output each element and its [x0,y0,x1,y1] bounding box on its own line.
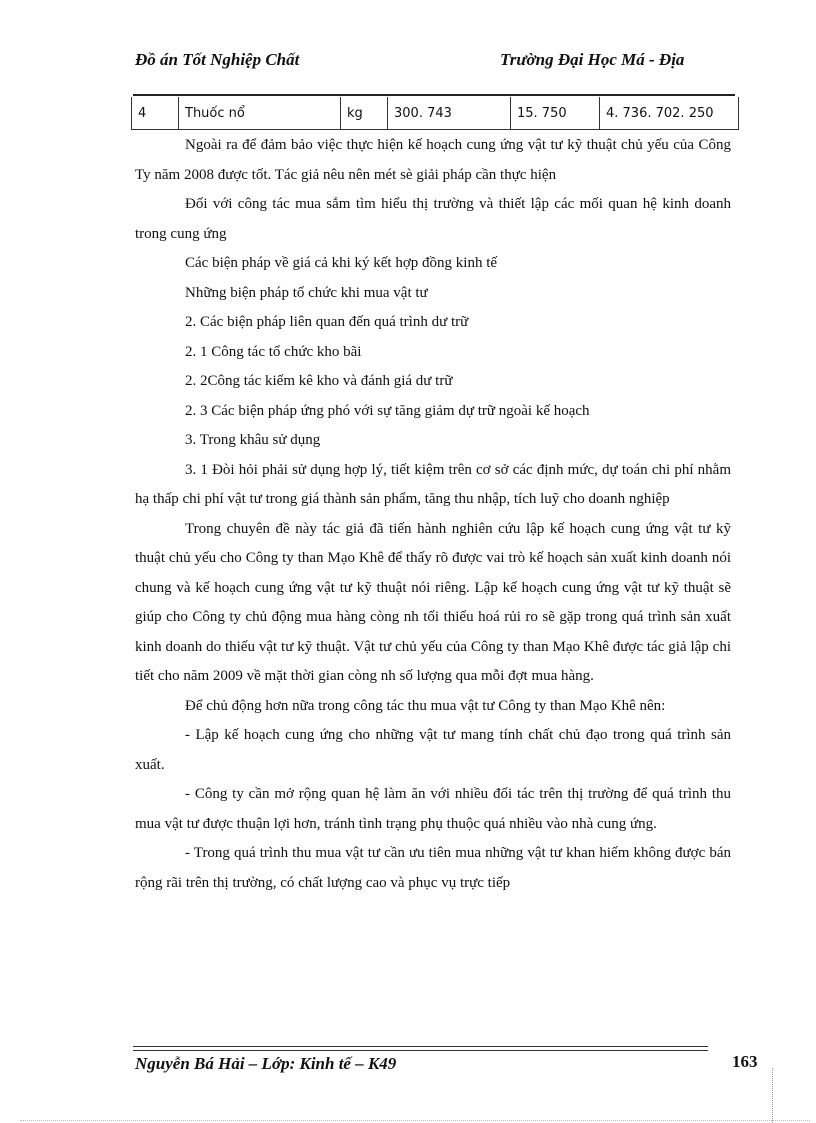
page-header [135,50,735,96]
header-divider [133,94,735,96]
page-edge [20,1120,810,1121]
list-item: 2. 2Công tác kiểm kê kho và đánh giá dư trữ [185,373,453,389]
table-cell-price: 15. 750 [511,97,600,130]
paragraph: Ngoài ra để đảm bảo việc thực hiện kế hoạch cung ứng vật tư kỹ thuật chủ yếu của Công Ty năm 2008 được tốt. Tác giả nêu nên mét sè giải pháp cần thực hiện [135,137,731,183]
footer-divider [133,1046,708,1047]
list-item: Những biện pháp tổ chức khi mua vật tư [185,284,428,301]
table-cell-name: Thuốc nổ [179,97,341,130]
list-item: 2. 1 Công tác tổ chức kho bãi [185,343,362,360]
table-cell-unit: kg [341,97,388,130]
header-right-title: Trường Đại Học Má - Địa [500,50,685,69]
paragraph: 3. 1 Đòi hỏi phải sử dụng hợp lý, tiết kiệm trên cơ sở các định mức, dự toán chi phí nhằm hạ thấp chi phí vật tư trong giá thành sản phẩm, tăng thu nhập, tích luỹ cho doanh nghiệp [135,461,731,507]
footer-author: Nguyễn Bá Hải – Lớp: Kinh tế – K49 [135,1054,397,1073]
table-cell-total: 4. 736. 702. 250 [600,97,739,130]
materials-table [131,97,739,130]
list-item: Các biện pháp về giá cả khi ký kết hợp đồng kinh tế [185,255,498,271]
list-item: - Trong quá trình thu mua vật tư cần ưu tiên mua những vật tư khan hiếm không được bán rộng rãi trên thị trường, có chất lượng cao và phục vụ trực tiếp [135,845,731,891]
header-left-title: Đồ án Tốt Nghiệp Chất [135,50,300,69]
table-cell-index: 4 [132,97,179,130]
paragraph: Đối với công tác mua sắm tìm hiểu thị trường và thiết lập các mối quan hệ kinh doanh trong cung ứng [135,196,731,242]
list-item: - Lập kế hoạch cung ứng cho những vật tư mang tính chất chủ đạo trong quá trình sản xuất. [135,727,731,773]
page-number: 163 [732,1052,758,1071]
section-heading: 3. Trong khâu sử dụng [185,432,321,448]
section-heading: 2. Các biện pháp liên quan đến quá trình dư trữ [185,314,469,330]
body-text [135,131,731,898]
margin-guide [772,1068,773,1123]
table-cell-quantity: 300. 743 [388,97,511,130]
list-item: 2. 3 Các biện pháp ứng phó với sự tăng giảm dự trữ ngoài kế hoạch [185,402,590,419]
paragraph: Để chủ động hơn nữa trong công tác thu mua vật tư Công ty than Mạo Khê nên: [185,697,666,714]
paragraph: Trong chuyên đề này tác giả đã tiến hành nghiên cứu lập kế hoạch cung ứng vật tư kỹ thuật chủ yếu cho Công ty than Mạo Khê để thấy rõ được vai trò kế hoạch sản xuất kinh doanh nói chung và kế hoạch cung ứng vật tư kỹ thuật nói riêng. Lập kế hoạch cung ứng vật tư kỹ thuật sẽ giúp cho Công ty chủ động mua hàng còng nh tối thiểu hoá rủi ro sẽ gặp trong quá trình sản xuất kinh doanh do thiếu vật tư kỹ thuật. Vật tư chủ yếu của Công ty than Mạo Khê được tác giả lập chi tiết cho năm 2009 về mặt thời gian còng nh số lượng qua mỗi đợt mua hàng. [135,520,731,684]
footer-divider-double [133,1050,708,1051]
list-item: - Công ty cần mở rộng quan hệ làm ăn với nhiều đối tác trên thị trường để quá trình thu mua vật tư được thuận lợi hơn, tránh tình trạng phụ thuộc quá nhiều vào nhà cung ứng. [135,786,731,832]
table-row [132,97,739,130]
